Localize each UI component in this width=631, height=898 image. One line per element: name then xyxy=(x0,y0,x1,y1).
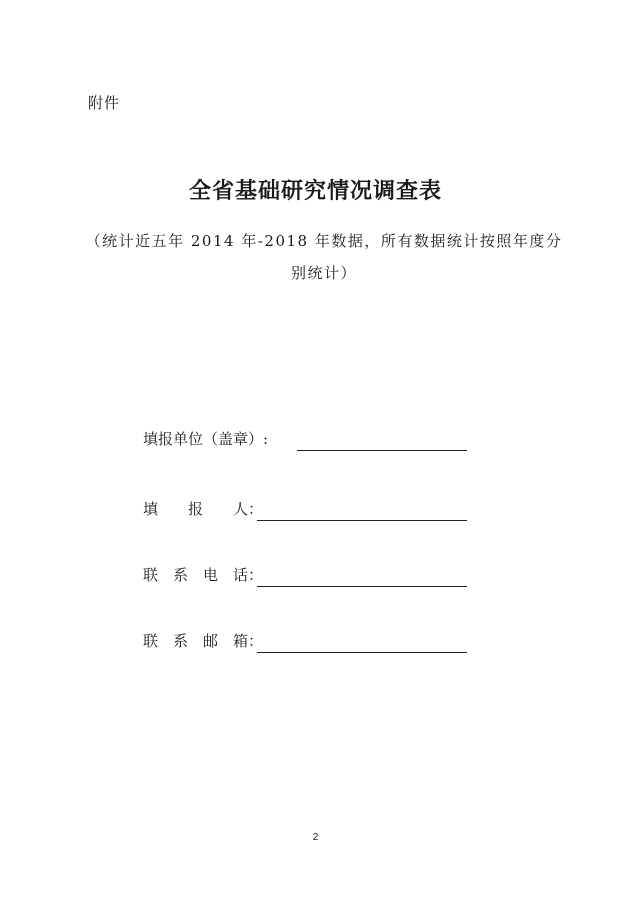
document-title: 全省基础研究情况调查表 xyxy=(188,178,442,204)
field-label-email: 联 系 邮 箱： xyxy=(143,632,264,650)
field-label-phone: 联 系 电 话： xyxy=(143,566,264,584)
form-row-filler xyxy=(143,495,483,523)
page-number: 2 xyxy=(312,832,319,843)
field-label-filler: 填 报 人： xyxy=(143,500,264,518)
field-label-unit: 填报单位（盖章）: xyxy=(143,430,269,448)
attachment-label: 附件 xyxy=(88,94,121,112)
form-row-unit xyxy=(143,425,483,453)
field-line-unit[interactable] xyxy=(297,450,467,451)
field-line-filler[interactable] xyxy=(257,520,467,521)
document-note: （统计近五年 2014 年-2018 年数据，所有数据统计按照年度分别统计） xyxy=(85,232,563,282)
form-row-email xyxy=(143,627,483,655)
form-row-phone xyxy=(143,561,483,589)
field-line-phone[interactable] xyxy=(257,586,467,587)
field-line-email[interactable] xyxy=(257,652,467,653)
